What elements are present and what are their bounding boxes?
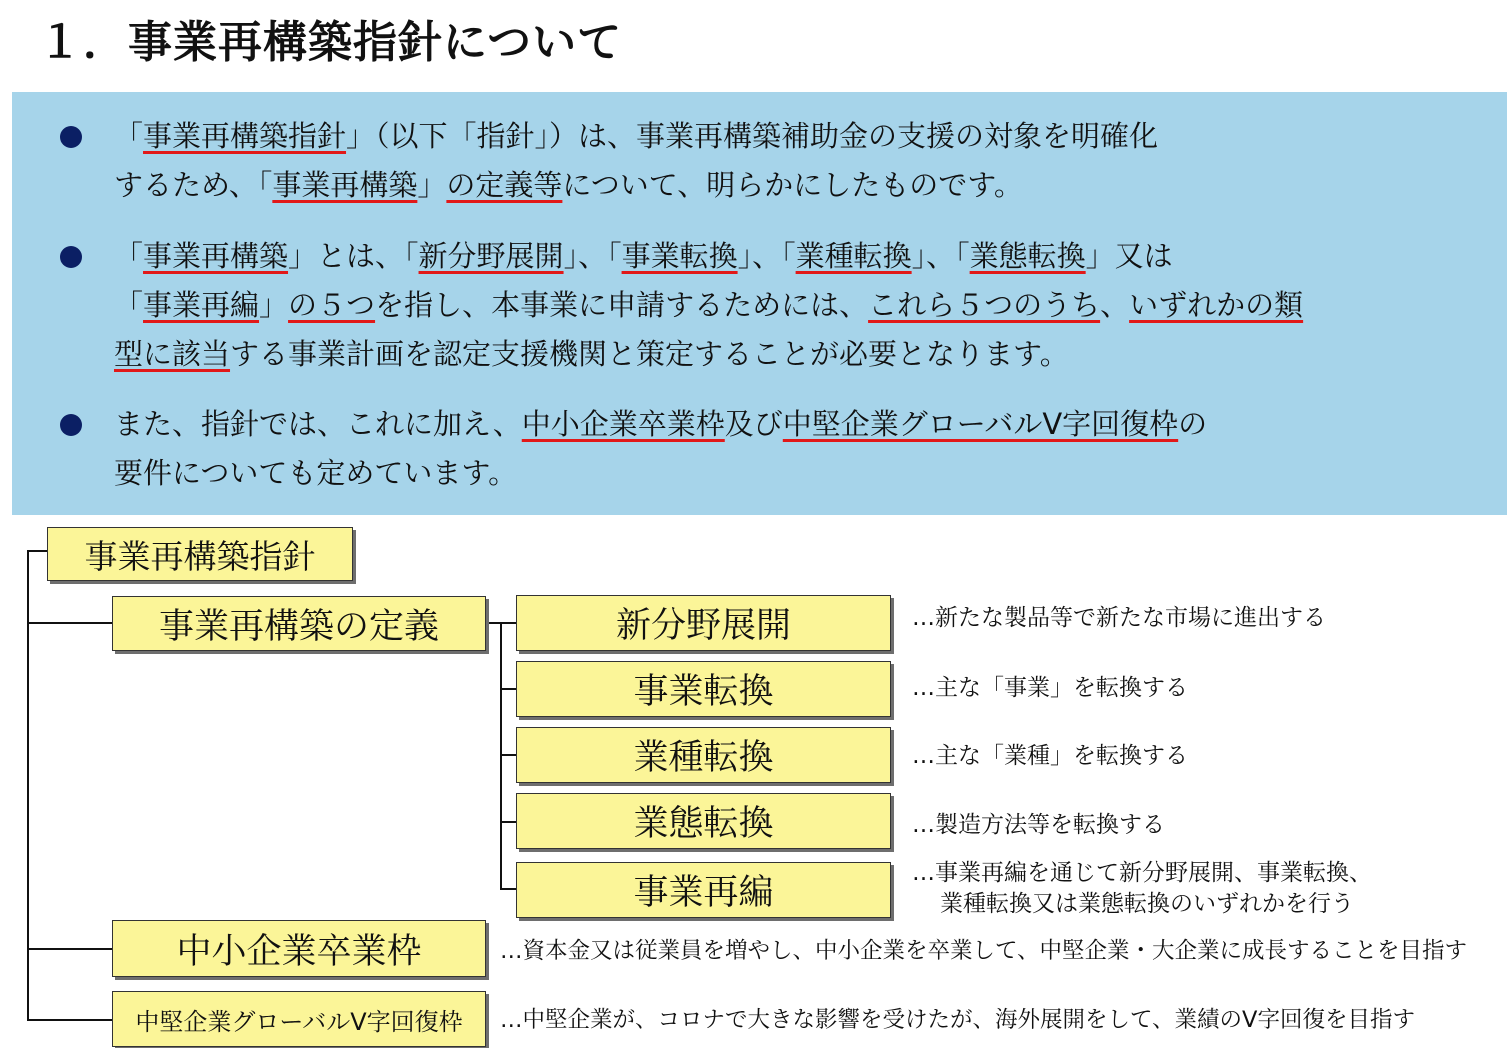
text-segment: 」又は (1085, 239, 1173, 273)
text-segment: 」 (417, 168, 447, 202)
text-segment: 」とは、「 (288, 239, 419, 273)
emphasized-text: の定義等 (446, 168, 563, 202)
text-segment: について、明らかにしたものです。 (562, 168, 1023, 202)
type-desc-format-change: …製造方法等を転換する (912, 812, 1165, 838)
text-segment: する事業計画を認定支援機関と策定することが必要となります。 (230, 337, 1069, 371)
text-segment: 「 (114, 119, 144, 153)
connector-line (500, 821, 517, 823)
mid-global-desc: …中堅企業が、コロナで大きな影響を受けたが、海外展開をして、業績のV字回復を目指す (500, 1007, 1415, 1033)
text-segment: するため、「 (114, 168, 273, 202)
bullet-line (114, 330, 1303, 379)
type-desc-reorganization: …事業再編を通じて新分野展開、事業転換、 (912, 860, 1372, 886)
sme-graduation-node: 中小企業卒業枠 (112, 920, 486, 977)
bullet-line (114, 161, 1158, 210)
text-segment: また、指針では、これに加え、 (114, 407, 522, 441)
type-node-format-change: 業態転換 (516, 793, 891, 849)
bullet-line (114, 281, 1303, 330)
type-desc-business-change: …主な「事業」を転換する (912, 675, 1188, 701)
emphasized-text: いずれかの類 (1129, 288, 1304, 322)
emphasized-text: 業種転換 (795, 239, 912, 273)
page-title: １．事業再構築指針について (38, 17, 623, 68)
connector-line (500, 622, 517, 624)
connector-line (500, 688, 517, 690)
text-segment: 」、「 (737, 239, 796, 273)
text-segment: 「 (114, 288, 144, 322)
type-desc-reorganization-line2: 業種転換又は業態転換のいずれかを行う (940, 891, 1354, 917)
type-desc-industry-change: …主な「業種」を転換する (912, 743, 1188, 769)
definition-node: 事業再構築の定義 (112, 596, 486, 651)
text-segment: 」、「 (911, 239, 970, 273)
bullet-text (114, 400, 1207, 498)
emphasized-text: 事業転換 (621, 239, 738, 273)
sme-graduation-desc: …資本金又は従業員を増やし、中小企業を卒業して、中堅企業・大企業に成長することを目指す (500, 938, 1468, 964)
connector-line (500, 754, 517, 756)
bullet-dot-icon (60, 126, 82, 148)
connector-line (27, 550, 47, 552)
bullet-text (114, 112, 1158, 210)
type-node-business-change: 事業転換 (516, 661, 891, 717)
connector-line (486, 622, 501, 624)
text-segment: を指し、本事業に申請するためには、 (375, 288, 869, 322)
emphasized-text: 業態転換 (969, 239, 1086, 273)
root-node: 事業再構築指針 (47, 527, 353, 581)
emphasized-text: 型に該当 (114, 337, 231, 371)
text-segment: 及び (724, 407, 783, 441)
connector-line (500, 888, 517, 890)
connector-line (27, 622, 113, 624)
text-segment: の (1178, 407, 1208, 441)
emphasized-text: 事業再構築 (143, 239, 289, 273)
type-node-new-field: 新分野展開 (516, 595, 891, 651)
type-desc-new-field: …新たな製品等で新たな市場に進出する (912, 605, 1326, 631)
connector-line (27, 948, 113, 950)
bullet-line (114, 112, 1158, 161)
emphasized-text: 事業再構築 (272, 168, 418, 202)
type-node-industry-change: 業種転換 (516, 727, 891, 783)
bullet-dot-icon (60, 414, 82, 436)
emphasized-text: 中小企業卒業枠 (521, 407, 725, 441)
text-segment: 、 (1100, 288, 1130, 322)
text-segment: 」、「 (563, 239, 622, 273)
mid-global-node: 中堅企業グローバルV字回復枠 (112, 991, 486, 1047)
emphasized-text: これら５つのうち (868, 288, 1101, 322)
text-segment: 「 (114, 239, 144, 273)
connector-line (500, 622, 502, 890)
bullet-line (114, 232, 1303, 281)
bullet-text (114, 232, 1303, 379)
bullet-line (114, 400, 1207, 449)
text-segment: 」 (259, 288, 289, 322)
text-segment: 」（以下「指針」）は、事業再構築補助金の支援の対象を明確化 (346, 119, 1159, 153)
bullet-dot-icon (60, 246, 82, 268)
emphasized-text: 新分野展開 (418, 239, 564, 273)
bullet-line (114, 449, 1207, 498)
connector-line (27, 1019, 113, 1021)
emphasized-text: 事業再構築指針 (143, 119, 347, 153)
text-segment: 要件についても定めています。 (114, 456, 518, 490)
emphasized-text: 事業再編 (143, 288, 260, 322)
summary-box (12, 92, 1507, 515)
type-node-reorganization: 事業再編 (516, 862, 891, 918)
emphasized-text: 中堅企業グローバルV字回復枠 (782, 407, 1179, 441)
emphasized-text: の５つ (288, 288, 376, 322)
